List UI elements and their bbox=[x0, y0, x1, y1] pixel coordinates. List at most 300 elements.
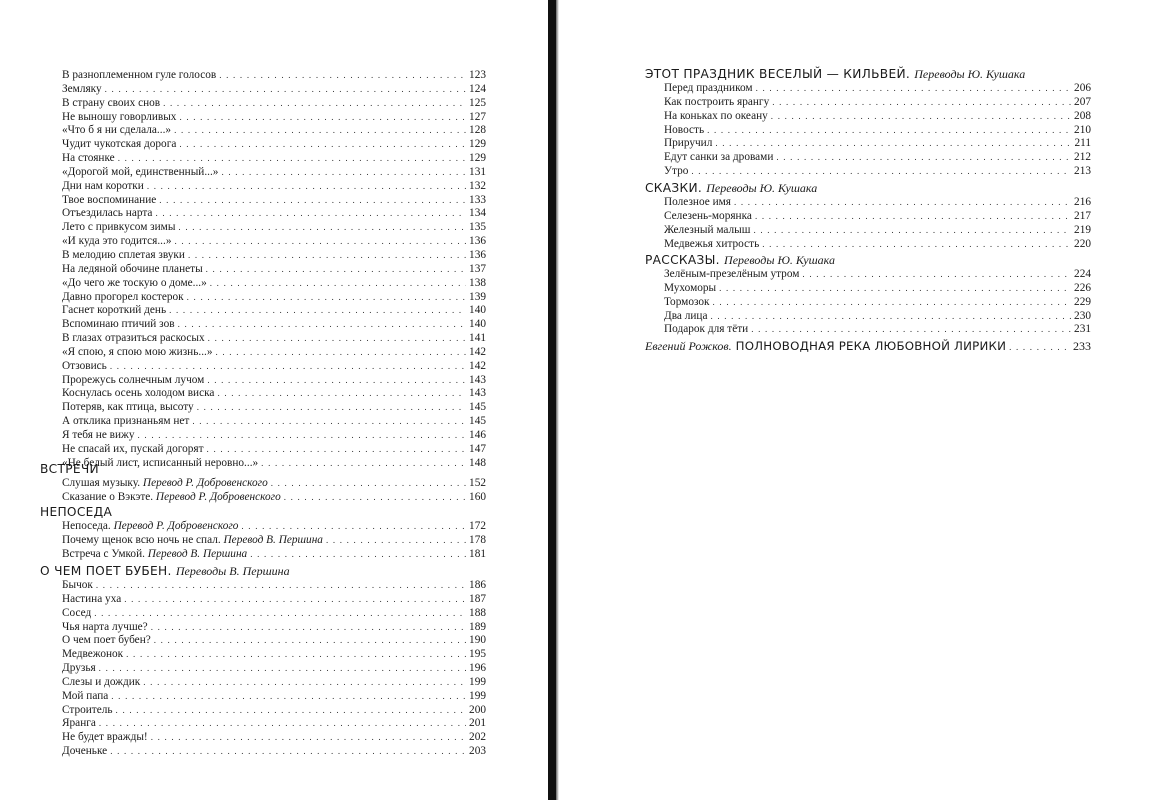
toc-entry-title bbox=[62, 235, 171, 249]
toc-entry-title-text: Почему щенок всю ночь не спал. bbox=[62, 533, 221, 546]
dot-leader bbox=[179, 111, 466, 125]
page-number: 213 bbox=[1074, 165, 1091, 178]
toc-entry-title-text: Настина уха bbox=[62, 592, 122, 605]
dot-leader bbox=[154, 634, 466, 648]
toc-entry-title-text: Приручил bbox=[664, 137, 713, 150]
toc-entry bbox=[664, 196, 1091, 210]
page-number: 131 bbox=[469, 165, 486, 178]
page-number: 190 bbox=[469, 634, 486, 647]
toc-entry-title bbox=[62, 263, 203, 277]
toc-entry-title-text: Отзовись bbox=[62, 359, 107, 372]
toc-entry-title bbox=[62, 676, 140, 690]
dot-leader bbox=[151, 731, 466, 745]
toc-entry bbox=[664, 323, 1091, 337]
page-number: 136 bbox=[469, 248, 486, 261]
page-number: 136 bbox=[469, 235, 486, 248]
toc-entry-title bbox=[62, 593, 121, 607]
toc-entry-title-text: Утро bbox=[664, 165, 689, 178]
section-translators: Переводы Ю. Кушака bbox=[914, 67, 1026, 81]
left-page bbox=[0, 0, 555, 800]
dot-leader bbox=[715, 137, 1071, 151]
toc-entry bbox=[62, 621, 486, 635]
dot-leader bbox=[163, 97, 466, 111]
toc-list bbox=[62, 477, 486, 505]
toc-entry-translator: Перевод В. Першина bbox=[147, 547, 248, 560]
toc-entry bbox=[62, 304, 486, 318]
page-number: 231 bbox=[1074, 323, 1091, 336]
page-number: 123 bbox=[469, 69, 486, 81]
toc-entry bbox=[62, 704, 486, 718]
toc-entry bbox=[62, 249, 486, 263]
toc-entry-title-text: Доченьке bbox=[62, 745, 108, 758]
toc-entry bbox=[62, 69, 486, 83]
toc-entry-title-text: На коньках по океану bbox=[664, 109, 768, 122]
toc-entry-title bbox=[62, 194, 156, 208]
toc-entry bbox=[664, 151, 1091, 165]
toc-entry-title bbox=[664, 310, 707, 324]
toc-entry-title bbox=[664, 82, 753, 96]
dot-leader bbox=[776, 151, 1071, 165]
section-skazki bbox=[645, 180, 1091, 251]
dot-leader bbox=[96, 579, 466, 593]
toc-entry bbox=[62, 520, 486, 534]
toc-list bbox=[664, 196, 1091, 251]
toc-list bbox=[62, 520, 486, 562]
toc-entry bbox=[62, 124, 486, 138]
toc-list bbox=[664, 268, 1091, 337]
section-heading-title: РАССКАЗЫ. bbox=[645, 253, 720, 267]
toc-entry bbox=[62, 415, 486, 429]
toc-entry-title-text: На стоянке bbox=[62, 152, 115, 165]
toc-entry bbox=[62, 534, 486, 548]
toc-entry-title bbox=[62, 731, 148, 745]
toc-entry-title-text: Бычок bbox=[62, 579, 93, 591]
toc-entry bbox=[62, 138, 486, 152]
page-number: 178 bbox=[469, 533, 486, 546]
page-number: 220 bbox=[1074, 237, 1091, 250]
section-translators: Переводы Ю. Кушака bbox=[724, 253, 835, 267]
toc-entry-title-text: В мелодию сплетая звуки bbox=[62, 248, 185, 261]
page-number: 152 bbox=[469, 477, 486, 489]
page-number: 200 bbox=[469, 703, 486, 716]
toc-entry-title bbox=[664, 282, 716, 296]
dot-leader bbox=[159, 194, 466, 208]
toc-entry bbox=[664, 282, 1091, 296]
toc-entry-title bbox=[62, 579, 93, 593]
dot-leader bbox=[138, 429, 466, 443]
toc-entry-title bbox=[664, 196, 731, 210]
toc-entry-title-text: Встреча с Умкой. bbox=[62, 547, 145, 560]
toc-entry bbox=[62, 387, 486, 401]
toc-entry-title-text: Коснулась осень холодом виска bbox=[62, 387, 215, 400]
page-number: 186 bbox=[469, 579, 486, 591]
toc-entry bbox=[62, 579, 486, 593]
toc-entry-title bbox=[664, 238, 759, 252]
dot-leader bbox=[271, 477, 466, 491]
toc-entry-translator: Перевод Р. Добровенского bbox=[142, 477, 268, 489]
toc-entry-title bbox=[664, 210, 752, 224]
section-heading-title: СКАЗКИ. bbox=[645, 181, 703, 195]
page-number: 142 bbox=[469, 345, 486, 358]
page-number: 143 bbox=[469, 373, 486, 386]
toc-entry-title bbox=[62, 477, 268, 491]
page-number: 128 bbox=[469, 124, 486, 137]
dot-leader bbox=[174, 235, 466, 249]
toc-entry-title-text: На ледяной обочине планеты bbox=[62, 262, 203, 275]
toc-entry-title-text: Не будет вражды! bbox=[62, 731, 148, 744]
toc-entry-title bbox=[664, 323, 748, 337]
afterword-author: Евгений Рожков. bbox=[645, 339, 732, 353]
toc-entry-title bbox=[62, 520, 238, 534]
dot-leader bbox=[197, 401, 466, 415]
toc-entry bbox=[62, 548, 486, 562]
page-number: 129 bbox=[469, 152, 486, 165]
toc-entry bbox=[62, 374, 486, 388]
toc-entry bbox=[62, 717, 486, 731]
dot-leader bbox=[126, 648, 466, 662]
toc-list bbox=[62, 579, 486, 759]
dot-leader bbox=[216, 346, 467, 360]
page-number: 127 bbox=[469, 110, 486, 123]
toc-entry-title bbox=[62, 387, 214, 401]
toc-entry bbox=[62, 731, 486, 745]
page-number: 217 bbox=[1074, 209, 1091, 222]
toc-entry-title bbox=[62, 332, 205, 346]
toc-entry-title-text: Я тебя не вижу bbox=[62, 428, 135, 441]
dot-leader bbox=[284, 491, 466, 505]
toc-entry-title bbox=[62, 124, 171, 138]
dot-leader bbox=[691, 165, 1071, 179]
toc-entry bbox=[62, 318, 486, 332]
dot-leader bbox=[734, 196, 1071, 210]
page-number: 224 bbox=[1074, 268, 1091, 280]
page-number: 142 bbox=[469, 359, 486, 372]
toc-entry-title bbox=[62, 704, 113, 718]
toc-entry-title-text: В страну своих снов bbox=[62, 96, 161, 109]
dot-leader bbox=[111, 690, 466, 704]
dot-leader bbox=[147, 180, 466, 194]
afterword-title: ПОЛНОВОДНАЯ РЕКА ЛЮБОВНОЙ ЛИРИКИ bbox=[735, 339, 1007, 353]
toc-entry bbox=[664, 137, 1091, 151]
page-number: 138 bbox=[469, 276, 486, 289]
page-number: 211 bbox=[1074, 137, 1091, 150]
toc-entry-title bbox=[62, 374, 204, 388]
section-heading-title: ЭТОТ ПРАЗДНИК ВЕСЕЛЫЙ — КИЛЬВЕЙ. bbox=[645, 67, 911, 81]
page-number: 189 bbox=[469, 620, 486, 633]
page-number: 229 bbox=[1074, 295, 1091, 308]
dot-leader bbox=[710, 310, 1071, 324]
toc-entry bbox=[62, 634, 486, 648]
dot-leader bbox=[241, 520, 466, 534]
toc-entry-title-text: В разноплеменном гуле голосов bbox=[62, 69, 217, 81]
toc-entry-title bbox=[62, 745, 107, 759]
page-number: 141 bbox=[469, 332, 486, 345]
toc-entry-title-text: Зелёным-презелёным утром bbox=[664, 268, 800, 280]
page-number: 147 bbox=[469, 442, 486, 455]
toc-entry-title-text: Медвежья хитрость bbox=[664, 237, 760, 250]
dot-leader bbox=[719, 282, 1071, 296]
toc-entry-title bbox=[62, 634, 151, 648]
dot-leader bbox=[1009, 339, 1071, 355]
dot-leader bbox=[756, 82, 1071, 96]
toc-entry-title-text: Перед праздником bbox=[664, 82, 753, 94]
toc-entry-title-text: Не спасай их, пускай догорят bbox=[62, 442, 204, 455]
toc-entry bbox=[62, 111, 486, 125]
toc-entry bbox=[62, 477, 486, 491]
toc-entry-title-text: Новость bbox=[664, 123, 705, 136]
toc-entry-title bbox=[62, 221, 175, 235]
dot-leader bbox=[99, 662, 466, 676]
toc-entry-title bbox=[62, 429, 135, 443]
toc-entry-title-text: «Не белый лист, исписанный неровно...» bbox=[62, 456, 259, 469]
toc-entry-title-text: «Дорогой мой, единственный...» bbox=[62, 165, 219, 178]
toc-entry-title-text: Сказание о Вэкэте. bbox=[62, 490, 154, 503]
dot-leader bbox=[206, 263, 466, 277]
page-number: 199 bbox=[469, 689, 486, 702]
section-translators: Переводы Ю. Кушака bbox=[706, 181, 818, 195]
toc-entry-title-text: «Что б я ни сделала...» bbox=[62, 124, 172, 137]
toc-entry-title bbox=[62, 401, 194, 415]
toc-entry-title-text: Медвежонок bbox=[62, 648, 124, 661]
toc-entry-title bbox=[664, 165, 688, 179]
toc-entry-title bbox=[62, 83, 102, 97]
dot-leader bbox=[178, 318, 466, 332]
toc-entry-title-text: «И куда это годится...» bbox=[62, 235, 172, 248]
toc-entry bbox=[62, 207, 486, 221]
page-number: 134 bbox=[469, 207, 486, 220]
toc-entry bbox=[62, 593, 486, 607]
toc-entry-title-text: Дни нам коротки bbox=[62, 179, 144, 192]
page-number: 135 bbox=[469, 221, 486, 234]
page-number: 196 bbox=[469, 662, 486, 675]
page-number: 219 bbox=[1074, 223, 1091, 236]
dot-leader bbox=[217, 387, 466, 401]
page-number: 143 bbox=[469, 387, 486, 400]
section-vstrechi bbox=[40, 461, 486, 505]
toc-entry-title-text: Лето с привкусом зимы bbox=[62, 221, 176, 234]
section-neposeda bbox=[40, 504, 486, 562]
toc-entry-title-text: Слезы и дождик bbox=[62, 675, 141, 688]
toc-entry-title bbox=[62, 346, 213, 360]
dot-leader bbox=[751, 323, 1071, 337]
toc-entry-title bbox=[62, 607, 91, 621]
right-page bbox=[560, 0, 1149, 800]
toc-entry-title-text: Мой папа bbox=[62, 689, 109, 702]
page-number: 172 bbox=[469, 520, 486, 532]
page-number: 216 bbox=[1074, 196, 1091, 208]
toc-entry-title bbox=[664, 137, 712, 151]
toc-entry bbox=[62, 291, 486, 305]
page-number: 208 bbox=[1074, 109, 1091, 122]
toc-entry-title-text: Потеряв, как птица, высоту bbox=[62, 401, 194, 414]
dot-leader bbox=[105, 83, 466, 97]
page-number: 212 bbox=[1074, 151, 1091, 164]
page-number: 233 bbox=[1073, 339, 1091, 353]
toc-entry bbox=[62, 491, 486, 505]
page-number: 230 bbox=[1074, 309, 1091, 322]
dot-leader bbox=[151, 621, 466, 635]
dot-leader bbox=[174, 124, 466, 138]
dot-leader bbox=[178, 221, 466, 235]
toc-entry-title-text: Земляку bbox=[62, 82, 102, 95]
section-heading bbox=[645, 180, 1091, 196]
toc-list-poems bbox=[62, 69, 486, 470]
toc-entry bbox=[62, 676, 486, 690]
dot-leader bbox=[713, 296, 1071, 310]
toc-entry bbox=[664, 224, 1091, 238]
toc-entry bbox=[62, 401, 486, 415]
section-prazdnik bbox=[645, 66, 1091, 179]
toc-entry bbox=[62, 443, 486, 457]
page-number: 195 bbox=[469, 648, 486, 661]
toc-entry bbox=[62, 152, 486, 166]
toc-entry-title bbox=[62, 291, 184, 305]
toc-entry-title-text: Слушая музыку. bbox=[62, 477, 141, 489]
toc-entry-title bbox=[62, 111, 176, 125]
toc-entry bbox=[62, 277, 486, 291]
dot-leader bbox=[210, 277, 466, 291]
toc-entry bbox=[62, 346, 486, 360]
toc-entry-title-text: Яранга bbox=[62, 717, 96, 730]
page-number: 148 bbox=[469, 456, 486, 469]
toc-entry-title bbox=[62, 304, 166, 318]
page-number: 124 bbox=[469, 82, 486, 95]
page-number: 203 bbox=[469, 745, 486, 758]
toc-entry bbox=[62, 194, 486, 208]
toc-entry-title bbox=[664, 296, 710, 310]
toc-entry-title bbox=[62, 621, 148, 635]
toc-entry bbox=[664, 110, 1091, 124]
toc-entry-title bbox=[62, 662, 96, 676]
page-number: 145 bbox=[469, 401, 486, 414]
toc-entry-title bbox=[62, 534, 323, 548]
page-number: 137 bbox=[469, 262, 486, 275]
section-heading: НЕПОСЕДА bbox=[40, 505, 113, 519]
toc-entry bbox=[62, 360, 486, 374]
page-number: 145 bbox=[469, 415, 486, 428]
toc-entry bbox=[62, 690, 486, 704]
dot-leader bbox=[771, 110, 1071, 124]
page-number: 132 bbox=[469, 179, 486, 192]
toc-entry-title-text: «До чего же тоскую о доме...» bbox=[62, 276, 207, 289]
dot-leader bbox=[124, 593, 466, 607]
section-rasskazy bbox=[645, 252, 1091, 337]
page-number: 125 bbox=[469, 96, 486, 109]
toc-entry-title bbox=[62, 69, 216, 83]
page-number: 207 bbox=[1074, 95, 1091, 108]
page-number: 199 bbox=[469, 675, 486, 688]
toc-entry bbox=[62, 607, 486, 621]
toc-entry-translator: Перевод Р. Добровенского bbox=[113, 520, 239, 532]
toc-entry bbox=[62, 662, 486, 676]
dot-leader bbox=[250, 548, 466, 562]
dot-leader bbox=[169, 304, 466, 318]
toc-entry bbox=[664, 165, 1091, 179]
toc-entry-title-text: «Я спою, я спою мою жизнь...» bbox=[62, 345, 213, 358]
toc-entry-title-text: Вспоминаю птичий зов bbox=[62, 318, 175, 331]
toc-entry bbox=[62, 745, 486, 759]
dot-leader bbox=[208, 332, 466, 346]
toc-entry-title bbox=[664, 268, 799, 282]
toc-entry-title bbox=[62, 415, 189, 429]
page-number: 201 bbox=[469, 717, 486, 730]
toc-entry-title-text: Как построить ярангу bbox=[664, 95, 770, 108]
dot-leader bbox=[179, 138, 466, 152]
dot-leader bbox=[755, 210, 1071, 224]
page-number: 146 bbox=[469, 428, 486, 441]
toc-entry-title bbox=[62, 491, 281, 505]
toc-entry bbox=[62, 180, 486, 194]
toc-entry-title-text: Едут санки за дровами bbox=[664, 151, 774, 164]
toc-entry bbox=[62, 235, 486, 249]
toc-entry bbox=[664, 296, 1091, 310]
toc-entry bbox=[664, 238, 1091, 252]
dot-leader bbox=[207, 443, 466, 457]
toc-entry-title bbox=[62, 180, 144, 194]
dot-leader bbox=[762, 238, 1071, 252]
toc-entry-title bbox=[62, 548, 247, 562]
dot-leader bbox=[188, 249, 466, 263]
toc-entry-title-text: Прорежусь солнечным лучом bbox=[62, 373, 205, 386]
page-number: 206 bbox=[1074, 82, 1091, 94]
page-number: 188 bbox=[469, 606, 486, 619]
dot-leader bbox=[110, 745, 466, 759]
section-translators: Переводы В. Першина bbox=[175, 564, 290, 578]
toc-entry-title bbox=[62, 648, 123, 662]
toc-entry-title bbox=[62, 690, 108, 704]
dot-leader bbox=[155, 207, 466, 221]
section-heading: ВСТРЕЧИ bbox=[40, 462, 99, 476]
toc-entry bbox=[664, 96, 1091, 110]
toc-entry-title-text: Чудит чукотская дорога bbox=[62, 138, 177, 151]
page-number: 202 bbox=[469, 731, 486, 744]
page-number: 187 bbox=[469, 592, 486, 605]
page-number: 140 bbox=[469, 318, 486, 331]
toc-entry-title-text: Железный малыш bbox=[664, 223, 751, 236]
toc-entry-title bbox=[664, 151, 773, 165]
dot-leader bbox=[221, 166, 466, 180]
dot-leader bbox=[187, 291, 466, 305]
toc-entry bbox=[664, 268, 1091, 282]
page-number: 139 bbox=[469, 290, 486, 303]
dot-leader bbox=[110, 360, 466, 374]
page-number: 181 bbox=[469, 547, 486, 560]
toc-entry-title-text: А отклика признаньям нет bbox=[62, 415, 190, 428]
toc-entry-title-text: Подарок для тёти bbox=[664, 323, 749, 336]
toc-entry bbox=[62, 166, 486, 180]
dot-leader bbox=[207, 374, 466, 388]
toc-entry-title-text: В глазах отразиться раскосых bbox=[62, 332, 205, 345]
toc-entry-title bbox=[62, 717, 96, 731]
toc-entry bbox=[62, 429, 486, 443]
dot-leader bbox=[99, 717, 466, 731]
toc-entry-title bbox=[62, 318, 175, 332]
page-number: 140 bbox=[469, 304, 486, 317]
toc-entry bbox=[664, 210, 1091, 224]
toc-entry-translator: Перевод Р. Добровенского bbox=[155, 490, 281, 503]
toc-entry-title-text: Не выношу говорливых bbox=[62, 110, 177, 123]
toc-entry bbox=[62, 648, 486, 662]
toc-entry-title-text: Полезное имя bbox=[664, 196, 731, 208]
afterword-entry bbox=[645, 338, 1091, 354]
section-heading-title: О ЧЕМ ПОЕТ БУБЕН. bbox=[40, 564, 172, 578]
page-number: 210 bbox=[1074, 123, 1091, 136]
page-number: 133 bbox=[469, 193, 486, 206]
toc-entry-title bbox=[62, 97, 160, 111]
section-heading bbox=[40, 563, 486, 579]
toc-entry-title bbox=[62, 138, 176, 152]
toc-entry-title-text: Сосед bbox=[62, 606, 92, 619]
